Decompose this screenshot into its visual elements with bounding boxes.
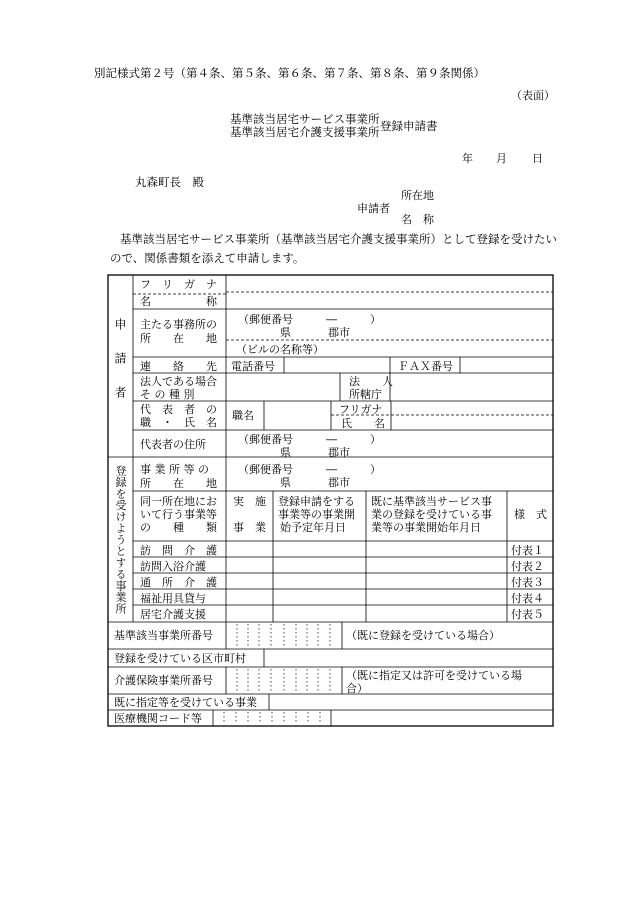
biz-loc-label-2: 所 在 地	[140, 477, 217, 490]
rep-shimei-label: 氏 名	[341, 417, 385, 430]
name-label: 名 称	[140, 295, 217, 308]
rep-label-1: 代 表 者 の	[140, 403, 217, 416]
side-label-applicant: 申請者	[113, 318, 127, 420]
phone-label: 電話番号	[231, 360, 275, 373]
service-form: 付表３	[511, 576, 544, 589]
service-form: 付表１	[511, 544, 544, 557]
svc-head-3: の 種 類	[140, 521, 217, 534]
start-head-1: 登録申請をする	[278, 495, 355, 508]
rep-address-label: 代表者の住所	[140, 438, 206, 451]
impl-head-1: 実 施	[233, 495, 266, 508]
impl-head-2: 事 業	[233, 521, 266, 534]
service-name: 訪問入浴介護	[140, 560, 206, 573]
registered-muni-label: 登録を受けている区市町村	[114, 652, 246, 665]
service-name: 訪 問 介 護	[140, 544, 217, 557]
fax-label: ＦＡＸ番号	[398, 360, 453, 373]
intro-line-1: 基準該当居宅サービス事業所（基準該当居宅介護支援事業所）として登録を受けたい	[120, 232, 557, 246]
biz-loc-label-1: 事 業 所 等 の	[140, 463, 209, 476]
svc-head-1: 同一所在地にお	[140, 495, 217, 508]
service-name: 通 所 介 護	[140, 576, 217, 589]
biz-city: 郡市	[328, 476, 350, 489]
office-building: （ビルの名称等）	[236, 343, 324, 356]
furigana-label: フ リ ガ ナ	[140, 278, 217, 291]
addressee: 丸森町長 殿	[135, 175, 204, 189]
form-col-head: 様 式	[514, 508, 547, 521]
contact-label: 連 絡 先	[140, 360, 217, 373]
office-city: 郡市	[328, 326, 350, 339]
corp-label-2: そ の 種 別	[140, 388, 195, 401]
applicant-name-label: 名 称	[401, 213, 434, 226]
start-head-2: 事業等の事業開	[278, 508, 355, 521]
start-head-3: 始予定年月日	[280, 521, 346, 534]
existing-head-3: 業等の事業開始年月日	[371, 521, 481, 534]
title-suffix: 登録申請書	[380, 119, 438, 133]
rep-label-2: 職 ・ 氏 名	[140, 416, 217, 429]
service-form: 付表５	[511, 608, 544, 621]
office-postal: （郵便番号 ― ）	[238, 313, 381, 326]
form-reference: 別記様式第２号（第４条、第５条、第６条、第７条、第８条、第９条関係）	[94, 66, 485, 80]
corp-label-1: 法人である場合	[140, 375, 217, 388]
date-month: 月	[496, 152, 507, 165]
rep-pref: 県	[280, 446, 291, 459]
designated-label: 既に指定等を受けている事業	[114, 696, 257, 709]
biz-number-label: 基準該当事業所番号	[114, 629, 213, 642]
care-note-1: （既に指定又は許可を受けている場	[346, 669, 522, 682]
date-year: 年	[462, 152, 473, 165]
office-pref: 県	[280, 326, 291, 339]
existing-head-1: 既に基準該当サービス事	[371, 495, 492, 508]
title-line-1: 基準該当居宅サービス事業所	[230, 112, 380, 126]
authority-label-2: 所轄庁	[349, 388, 382, 401]
service-name: 居宅介護支援	[140, 608, 206, 621]
authority-label-1: 法 人	[349, 375, 393, 388]
svc-head-2: いて行う事業等	[140, 508, 217, 521]
title-line-2: 基準該当居宅介護支援事業所	[230, 125, 380, 139]
office-label-2: 所 在 地	[140, 332, 217, 345]
applicant-location-label: 所在地	[401, 189, 434, 202]
biz-number-note: （既に登録を受けている場合）	[346, 629, 500, 642]
care-number-label: 介護保険事業所番号	[114, 674, 213, 687]
care-note-2: 合）	[346, 682, 368, 695]
service-form: 付表２	[511, 560, 544, 573]
biz-pref: 県	[280, 476, 291, 489]
biz-postal: （郵便番号 ― ）	[238, 463, 381, 476]
office-label-1: 主たる事務所の	[140, 318, 217, 331]
intro-line-2: ので、関係書類を添えて申請します。	[110, 251, 305, 265]
rep-city: 郡市	[328, 446, 350, 459]
rep-furigana-label: フリガナ	[339, 403, 383, 416]
position-label: 職名	[232, 409, 254, 422]
rep-postal: （郵便番号 ― ）	[238, 433, 381, 446]
applicant-label: 申請者	[357, 202, 390, 215]
side-label: （表面）	[511, 89, 555, 102]
service-name: 福祉用具貸与	[140, 592, 206, 605]
service-form: 付表４	[511, 592, 544, 605]
medical-code-label: 医療機関コード等	[114, 712, 202, 725]
date-day: 日	[532, 152, 543, 165]
side-label-business: 登録を受けようとする事業所	[114, 465, 127, 615]
existing-head-2: 業の登録を受けている事	[371, 508, 492, 521]
